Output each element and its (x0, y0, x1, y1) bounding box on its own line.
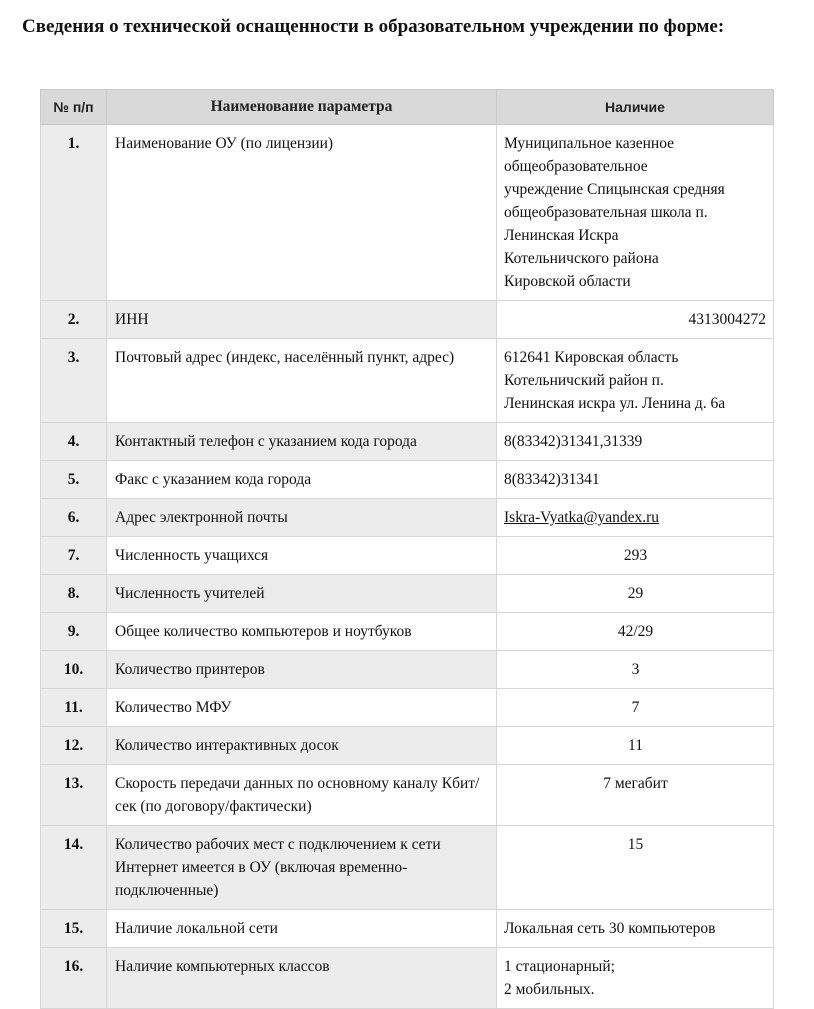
value-line: 1 стационарный; (504, 958, 615, 975)
table-row (41, 575, 774, 613)
header-number: № п/п (41, 90, 107, 125)
row-value: 15 (497, 826, 774, 910)
table-header-row (41, 90, 774, 125)
row-value (497, 499, 774, 537)
row-number: 7. (41, 537, 107, 575)
row-parameter: Численность учителей (107, 575, 497, 613)
row-parameter: Количество интерактивных досок (107, 727, 497, 765)
row-number: 8. (41, 575, 107, 613)
value-line: Котельничского района (504, 250, 659, 267)
row-parameter: Количество МФУ (107, 689, 497, 727)
value-line: 2 мобильных. (504, 981, 595, 998)
row-value (497, 339, 774, 423)
value-line: общеобразовательная школа п. (504, 204, 708, 221)
table-row (41, 499, 774, 537)
row-number: 5. (41, 461, 107, 499)
value-line: общеобразовательное (504, 158, 648, 175)
row-parameter: Численность учащихся (107, 537, 497, 575)
row-value: 29 (497, 575, 774, 613)
table-row (41, 339, 774, 423)
table-row (41, 125, 774, 301)
table-row (41, 727, 774, 765)
value-line: Ленинская Искра (504, 227, 619, 244)
row-number: 14. (41, 826, 107, 910)
equipment-table (40, 89, 774, 1009)
row-parameter: Наличие локальной сети (107, 910, 497, 948)
row-parameter: Скорость передачи данных по основному каналу Кбит/сек (по договору/фактически) (107, 765, 497, 826)
row-parameter: Наличие компьютерных классов (107, 948, 497, 1009)
row-parameter: Наименование ОУ (по лицензии) (107, 125, 497, 301)
row-value: 4313004272 (497, 301, 774, 339)
table-row (41, 826, 774, 910)
row-parameter: Почтовый адрес (индекс, населённый пункт, адрес) (107, 339, 497, 423)
row-value: 7 (497, 689, 774, 727)
row-number: 16. (41, 948, 107, 1009)
value-line: Котельничский район п. (504, 372, 664, 389)
table-row (41, 765, 774, 826)
row-parameter: Контактный телефон с указанием кода города (107, 423, 497, 461)
row-number: 10. (41, 651, 107, 689)
table-row (41, 948, 774, 1009)
table-row (41, 301, 774, 339)
value-line: Кировской области (504, 273, 631, 290)
row-value: 7 мегабит (497, 765, 774, 826)
row-value: 42/29 (497, 613, 774, 651)
row-parameter: Количество рабочих мест с подключением к сети Интернет имеется в ОУ (включая временно-подключенные) (107, 826, 497, 910)
row-number: 3. (41, 339, 107, 423)
header-availability: Наличие (497, 90, 774, 125)
row-value (497, 948, 774, 1009)
row-number: 1. (41, 125, 107, 301)
value-line: Ленинская искра ул. Ленина д. 6а (504, 395, 726, 412)
header-parameter-name: Наименование параметра (107, 90, 497, 125)
row-value: 8(83342)31341,31339 (497, 423, 774, 461)
row-number: 2. (41, 301, 107, 339)
value-line: Муниципальное казенное (504, 135, 675, 152)
row-parameter: ИНН (107, 301, 497, 339)
table-row (41, 689, 774, 727)
page-title: Сведения о технической оснащенности в образовательном учреждении по форме: (22, 16, 725, 37)
row-value (497, 125, 774, 301)
row-parameter: Количество принтеров (107, 651, 497, 689)
row-value: 293 (497, 537, 774, 575)
row-number: 9. (41, 613, 107, 651)
email-link[interactable]: Iskra-Vyatka@yandex.ru (504, 509, 660, 526)
row-parameter: Адрес электронной почты (107, 499, 497, 537)
row-parameter: Факс с указанием кода города (107, 461, 497, 499)
row-number: 13. (41, 765, 107, 826)
value-line: учреждение Спицынская средняя (504, 181, 725, 198)
table-row (41, 423, 774, 461)
table-row (41, 910, 774, 948)
value-line: 612641 Кировская область (504, 349, 679, 366)
row-number: 4. (41, 423, 107, 461)
row-value: 8(83342)31341 (497, 461, 774, 499)
row-value: Локальная сеть 30 компьютеров (497, 910, 774, 948)
row-value: 3 (497, 651, 774, 689)
table-row (41, 651, 774, 689)
row-number: 6. (41, 499, 107, 537)
table-row (41, 537, 774, 575)
row-number: 15. (41, 910, 107, 948)
row-number: 12. (41, 727, 107, 765)
row-number: 11. (41, 689, 107, 727)
table-row (41, 613, 774, 651)
row-parameter: Общее количество компьютеров и ноутбуков (107, 613, 497, 651)
row-value: 11 (497, 727, 774, 765)
table-row (41, 461, 774, 499)
